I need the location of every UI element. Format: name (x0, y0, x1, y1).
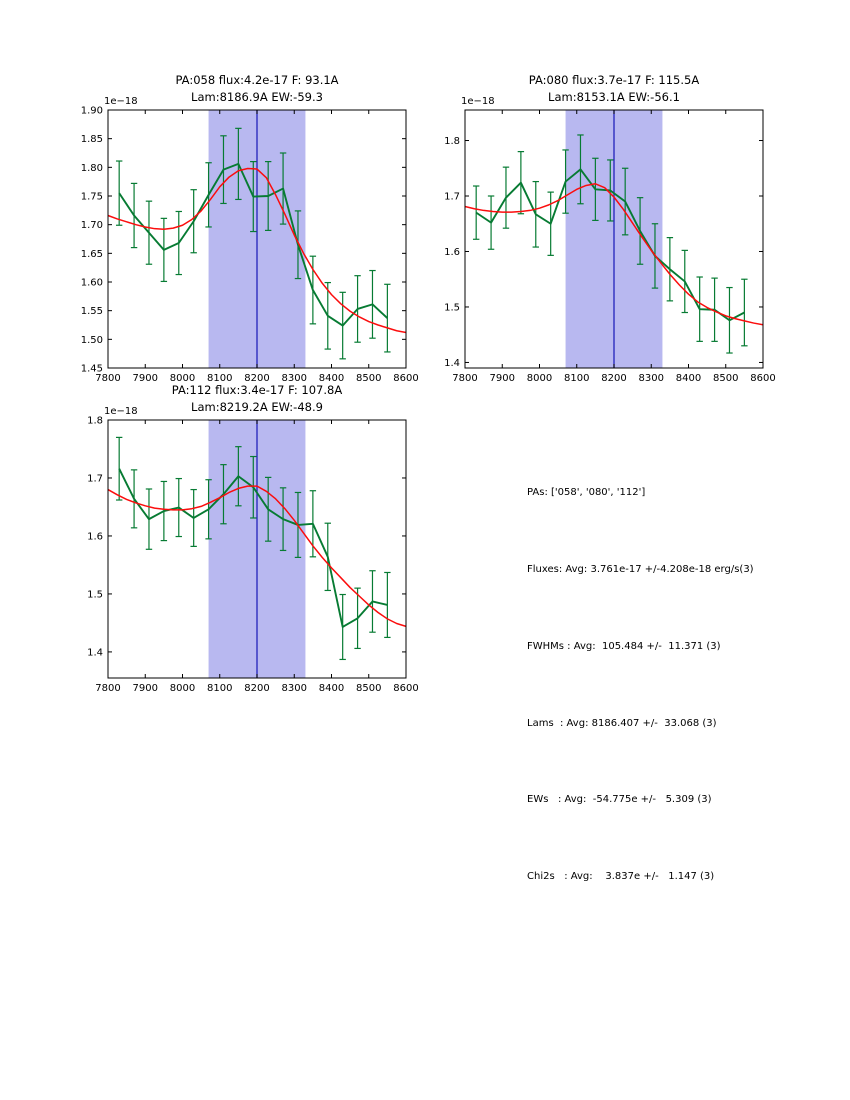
x-tick-label: 8100 (564, 373, 590, 384)
x-tick-label: 8100 (207, 683, 233, 694)
stats-line-fluxes: Fluxes: Avg: 3.761e-17 +/-4.208e-18 erg/s(3) (527, 563, 754, 575)
y-tick-label: 1.80 (80, 162, 103, 174)
plot-subtitle: Lam:8186.9A EW:-59.3 (191, 90, 323, 104)
stats-line-pas: PAs: ['058', '080', '112'] (527, 487, 646, 499)
x-tick-label: 8500 (356, 373, 382, 384)
spectrum-plot-pa058-svg (50, 58, 420, 403)
y-tick-label: 1.90 (80, 105, 103, 117)
x-tick-label: 7900 (132, 373, 158, 384)
spectrum-plot-pa080 (407, 58, 777, 403)
y-tick-label: 1.85 (80, 134, 103, 146)
y-tick-label: 1.45 (80, 363, 103, 375)
plot-title: PA:080 flux:3.7e-17 F: 115.5A (528, 73, 700, 87)
x-tick-label: 8100 (207, 373, 233, 384)
spectrum-plot-pa058 (50, 58, 420, 403)
y-tick-label: 1.6 (87, 531, 103, 543)
y-tick-label: 1.8 (87, 415, 103, 427)
stats-line-fwhms: FWHMs : Avg: 105.484 +/- 11.371 (3) (527, 640, 721, 652)
y-tick-label: 1.50 (80, 334, 103, 346)
spectrum-plot-pa112-svg (50, 368, 420, 713)
x-tick-label: 8300 (281, 683, 307, 694)
x-tick-label: 8000 (169, 373, 196, 384)
x-tick-label: 8200 (601, 373, 627, 384)
plot-title: PA:058 flux:4.2e-17 F: 93.1A (175, 73, 339, 87)
y-offset-label: 1e−18 (104, 406, 138, 417)
y-tick-label: 1.60 (80, 277, 103, 289)
plot-title: PA:112 flux:3.4e-17 F: 107.8A (171, 383, 343, 397)
y-tick-label: 1.7 (444, 191, 460, 203)
y-offset-label: 1e−18 (461, 96, 495, 107)
y-offset-label: 1e−18 (104, 96, 138, 107)
y-tick-label: 1.7 (87, 473, 103, 485)
y-tick-label: 1.65 (80, 248, 103, 260)
x-tick-label: 8400 (318, 373, 345, 384)
y-tick-label: 1.4 (444, 357, 460, 369)
spectrum-plot-pa112 (50, 368, 420, 713)
x-tick-label: 7800 (452, 373, 478, 384)
x-tick-label: 8600 (750, 373, 776, 384)
y-tick-label: 1.55 (80, 306, 103, 318)
plot-subtitle: Lam:8153.1A EW:-56.1 (548, 90, 680, 104)
x-tick-label: 7900 (489, 373, 515, 384)
y-tick-label: 1.70 (80, 220, 103, 232)
y-tick-label: 1.6 (444, 246, 460, 258)
y-tick-label: 1.5 (444, 302, 460, 314)
x-tick-label: 8000 (526, 373, 553, 384)
y-tick-label: 1.4 (87, 647, 103, 659)
summary-stats-panel (527, 429, 754, 941)
x-tick-label: 7800 (95, 373, 121, 384)
x-tick-label: 8600 (393, 373, 419, 384)
x-tick-label: 8200 (244, 373, 270, 384)
x-tick-label: 8600 (393, 683, 419, 694)
x-tick-label: 8300 (638, 373, 664, 384)
x-tick-label: 7900 (132, 683, 158, 694)
x-tick-label: 8300 (281, 373, 307, 384)
y-tick-label: 1.8 (444, 136, 460, 148)
y-tick-label: 1.75 (80, 191, 103, 203)
x-tick-label: 7800 (95, 683, 121, 694)
x-tick-label: 8000 (169, 683, 196, 694)
x-tick-label: 8200 (244, 683, 270, 694)
x-tick-label: 8400 (675, 373, 702, 384)
stats-line-chi2s: Chi2s : Avg: 3.837e +/- 1.147 (3) (527, 871, 715, 883)
spectrum-plot-pa080-svg (407, 58, 777, 403)
x-tick-label: 8500 (356, 683, 382, 694)
x-tick-label: 8500 (713, 373, 739, 384)
stats-line-lams: Lams : Avg: 8186.407 +/- 33.068 (3) (527, 717, 717, 729)
stats-line-ews: EWs : Avg: -54.775e +/- 5.309 (3) (527, 794, 712, 806)
y-tick-label: 1.5 (87, 589, 103, 601)
x-tick-label: 8400 (318, 683, 345, 694)
plot-subtitle: Lam:8219.2A EW:-48.9 (191, 400, 323, 414)
